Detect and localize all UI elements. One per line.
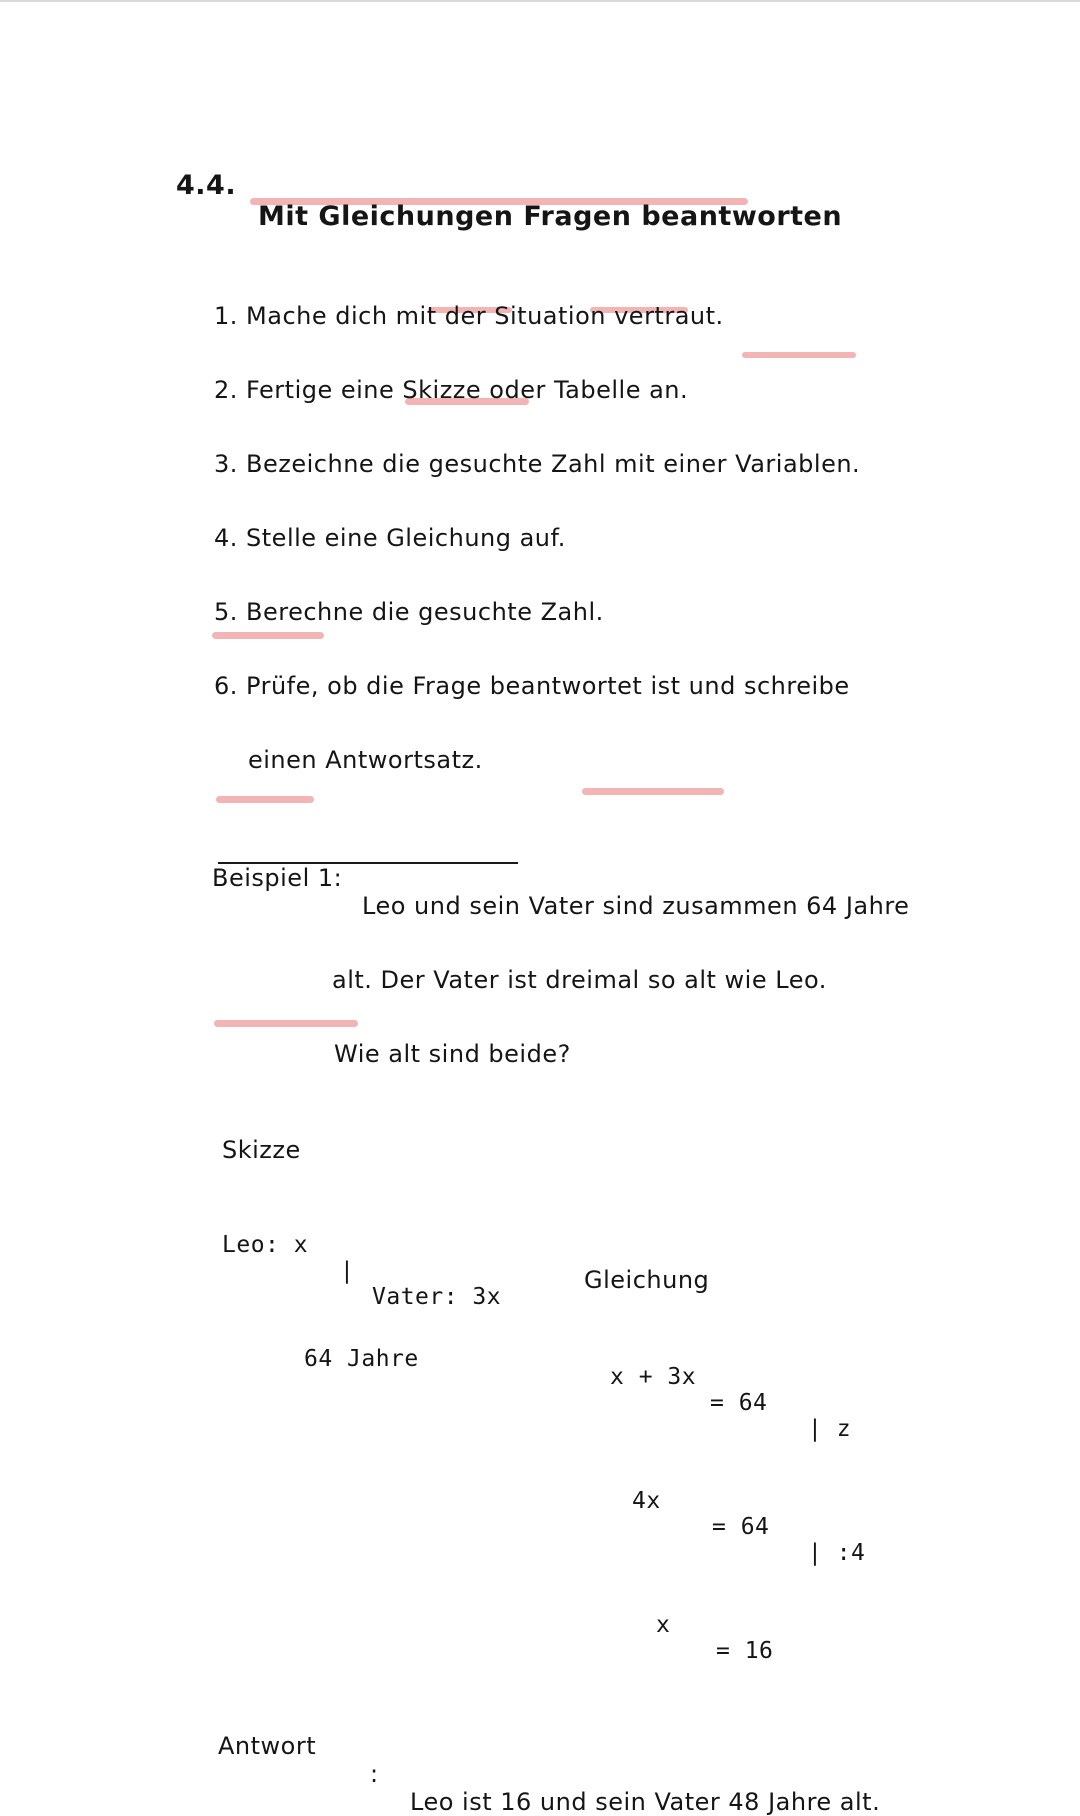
equation-row-1-rhs: = 64 [710, 1390, 768, 1416]
sketch-separator: | [340, 1258, 355, 1284]
sketch-label: Skizze [222, 1136, 301, 1164]
step-2: 2. Fertige eine Skizze oder Tabelle an. [214, 376, 689, 404]
answer-label: Antwort [218, 1732, 317, 1760]
equation-row-3-lhs: x [656, 1612, 671, 1638]
equation-row-2-rhs: = 64 [712, 1514, 770, 1540]
step-1: 1. Mache dich mit der Situation vertraut. [214, 302, 724, 330]
answer-colon: : [370, 1760, 379, 1788]
equation-row-2-op: | :4 [808, 1540, 866, 1566]
equation-row-2-lhs: 4x [632, 1488, 661, 1514]
sketch-vater: Vater: 3x [372, 1284, 502, 1310]
variablen-highlight [742, 352, 856, 358]
equation-row-3-rhs: = 16 [716, 1638, 774, 1664]
step-6: 6. Prüfe, ob die Frage beantwortet ist und schreibe [214, 672, 850, 700]
step-3: 3. Bezeichne die gesuchte Zahl mit einer Variablen. [214, 450, 861, 478]
equation-row-1-lhs: x + 3x [610, 1364, 697, 1390]
equation-row-1-op: | z [808, 1416, 852, 1442]
example-label-highlight [212, 632, 324, 639]
example-label: Beispiel 1: [212, 864, 343, 892]
top-border [0, 0, 1080, 2]
example-line-1: Leo und sein Vater sind zusammen 64 Jahre [362, 892, 910, 920]
sketch-label-highlight [216, 796, 314, 803]
heading-number: 4.4. [176, 170, 237, 201]
heading-title: Mit Gleichungen Fragen beantworten [258, 201, 843, 232]
sketch-total: 64 Jahre [304, 1346, 419, 1372]
answer-label-highlight [214, 1020, 358, 1027]
example-line-2: alt. Der Vater ist dreimal so alt wie Leo. [332, 966, 827, 994]
step-5: 5. Berechne die gesuchte Zahl. [214, 598, 604, 626]
equation-label: Gleichung [584, 1266, 710, 1294]
example-line-3: Wie alt sind beide? [334, 1040, 571, 1068]
answer-text: Leo ist 16 und sein Vater 48 Jahre alt. [410, 1788, 881, 1816]
step-4: 4. Stelle eine Gleichung auf. [214, 524, 566, 552]
step-6-continuation: einen Antwortsatz. [248, 746, 483, 774]
sketch-leo: Leo: x [222, 1232, 309, 1258]
equation-label-highlight [582, 788, 724, 795]
